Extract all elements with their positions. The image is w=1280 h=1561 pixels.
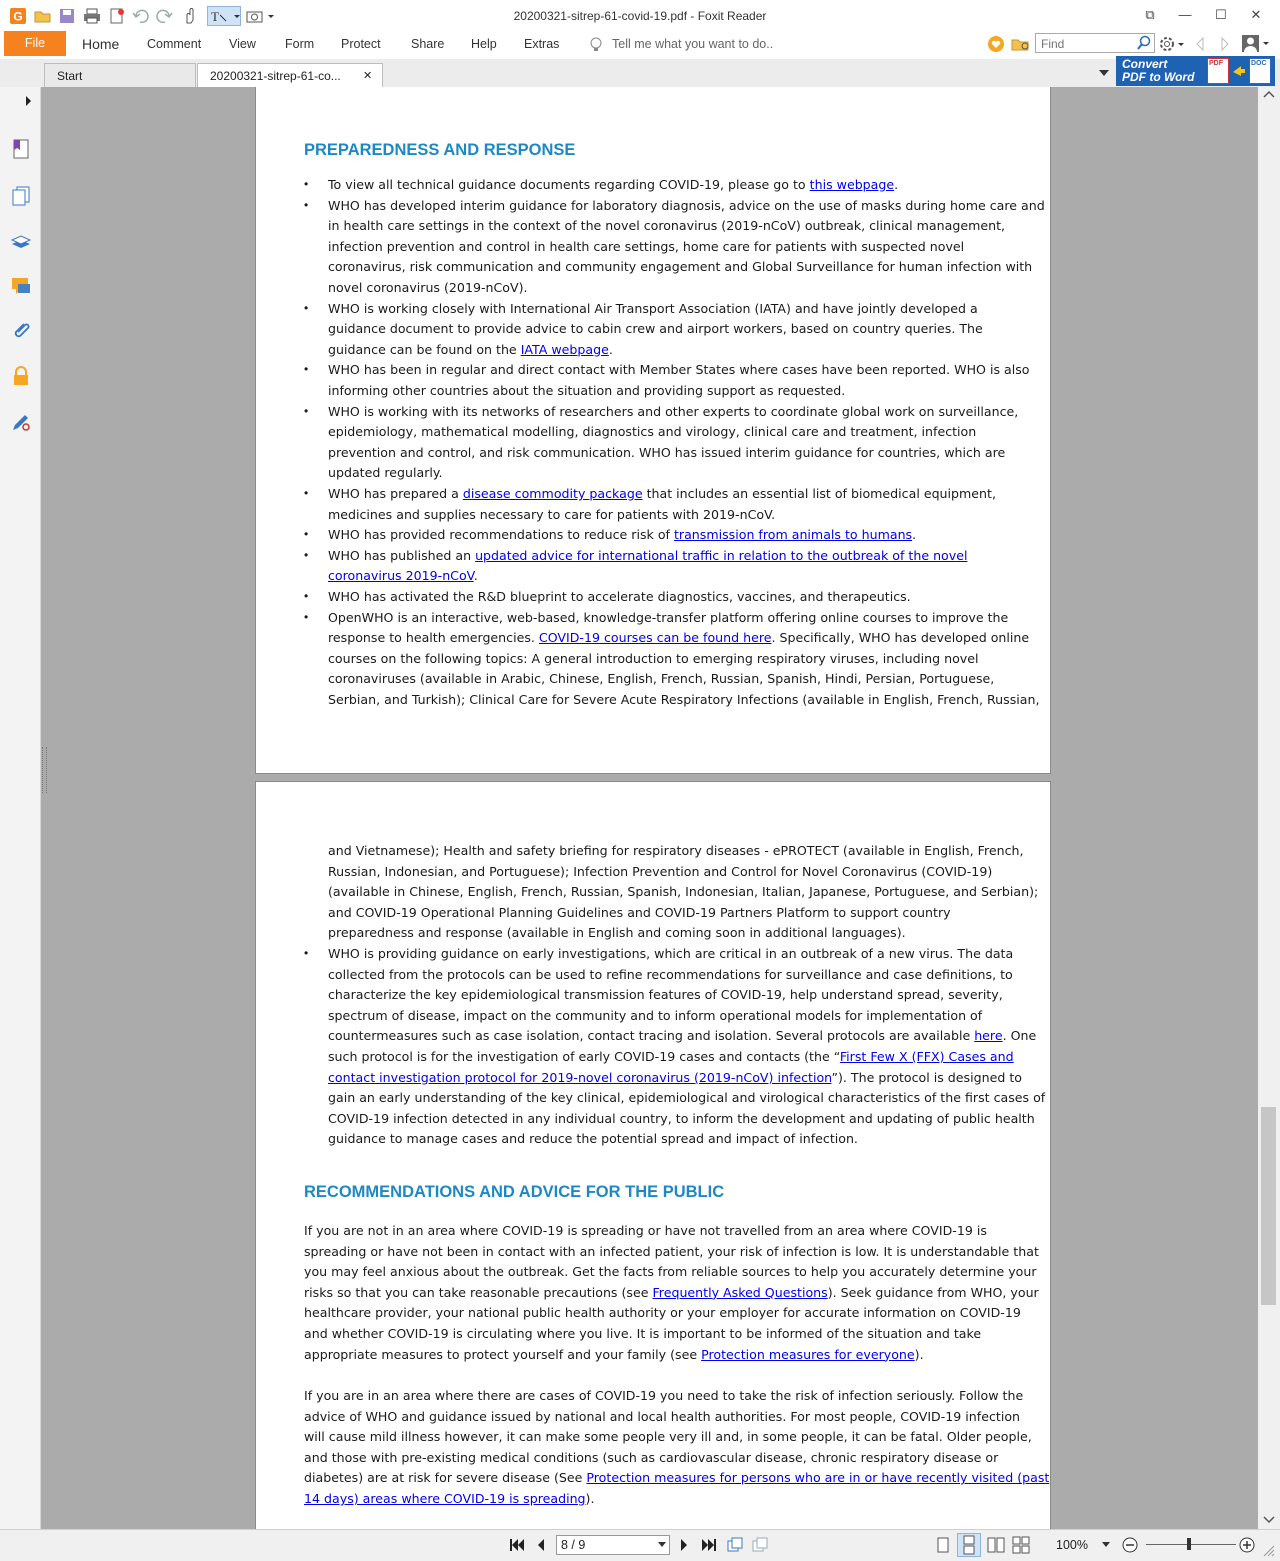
lightbulb-icon <box>589 37 603 53</box>
text-run: risks so that you can take reasonable precautions (see <box>304 1284 653 1300</box>
text-run: spreading or have not been in contact with an infected patient, your risk of infection is low. It is understandable that <box>304 1243 1039 1259</box>
text-run: guidance can be found on the <box>328 341 521 357</box>
bookmark-page-icon[interactable] <box>10 138 32 160</box>
text-run: WHO has activated the R&D blueprint to accelerate diagnostics, vaccines, and therapeutics. <box>328 589 911 604</box>
text-run: WHO has provided recommendations to reduce risk of <box>328 527 674 543</box>
menu-help[interactable]: Help <box>471 37 497 51</box>
next-page-icon[interactable] <box>678 1538 690 1552</box>
zoom-out-icon[interactable] <box>1121 1536 1139 1554</box>
text-line <box>328 237 964 258</box>
text-line <box>328 1068 1022 1089</box>
text-run: such protocol is for the investigation of early COVID-19 cases and contacts (the “ <box>328 1049 840 1064</box>
text-line <box>304 1345 924 1366</box>
text-run: and those with pre-existing medical conditions (such as cardiovascular disease, chronic respiratory disease or <box>304 1449 999 1465</box>
tab-close-icon[interactable]: ✕ <box>363 70 373 82</box>
text-run: that includes an essential list of biomedical equipment, <box>642 486 996 501</box>
text-line <box>328 1129 858 1150</box>
hyperlink[interactable]: 14 days) areas where COVID-19 is spreading <box>304 1491 586 1506</box>
text-line <box>328 587 911 608</box>
text-run: ). <box>914 1346 924 1362</box>
heart-icon[interactable] <box>987 35 1005 53</box>
text-line <box>328 402 1018 423</box>
undo-icon[interactable] <box>132 7 150 25</box>
list-bullet: • <box>304 403 309 418</box>
text-line <box>328 422 976 443</box>
text-line <box>304 1489 594 1510</box>
new-document-icon[interactable] <box>108 7 126 25</box>
text-line <box>304 1242 1039 1263</box>
zoom-in-icon[interactable] <box>1238 1536 1256 1554</box>
scroll-down-icon[interactable] <box>1263 1515 1275 1525</box>
svg-text:T: T <box>211 9 219 24</box>
search-icon[interactable] <box>1136 35 1152 51</box>
menu-protect[interactable]: Protect <box>341 37 381 51</box>
scroll-up-icon[interactable] <box>1263 89 1275 99</box>
menu-extras[interactable]: Extras <box>524 37 560 51</box>
continuous-facing-view-icon[interactable] <box>1012 1536 1030 1554</box>
text-line <box>328 546 967 567</box>
text-line <box>304 1221 987 1242</box>
tab-list-dropdown-icon[interactable] <box>1098 68 1110 78</box>
convert-arrow-icon <box>1232 64 1246 76</box>
close-button[interactable]: ✕ <box>1250 7 1262 22</box>
text-run: will cause mild illness however, it can make some people very ill and, in some people, it can be fatal. Older people, <box>304 1429 1032 1445</box>
hyperlink[interactable]: COVID-19 courses can be found here <box>538 630 772 646</box>
title-bar <box>0 0 1280 31</box>
hyperlink[interactable]: contact investigation protocol for 2019-novel coronavirus (2019-nCoV) infection <box>328 1069 832 1085</box>
text-run: To view all technical guidance documents regarding COVID-19, please go to <box>328 177 810 192</box>
redo-icon[interactable] <box>155 7 173 25</box>
text-run: and whether COVID-19 is circulating where you live. It is important to be informed of the situation and take <box>304 1326 982 1341</box>
text-run: novel coronavirus (2019-nCoV). <box>328 280 528 295</box>
text-run: advice of WHO and guidance issued by national and local health authorities. For most people, COVID-19 infection <box>304 1408 1021 1424</box>
text-line <box>328 882 1038 903</box>
text-line <box>304 1448 998 1469</box>
text-line <box>328 965 1013 986</box>
text-run: preparedness and response (available in English and coming soon in additional languages). <box>328 925 906 941</box>
pdf-file-label: PDF <box>1209 60 1223 67</box>
text-run: If you are not in an area where COVID-19 is spreading or have not travelled from an area where COVID-19 is <box>304 1223 987 1238</box>
text-run: ). <box>585 1491 595 1506</box>
text-line <box>328 505 775 526</box>
pdf-file-icon <box>1207 58 1229 84</box>
text-line <box>328 1047 1014 1068</box>
hyperlink[interactable]: Protection measures for everyone <box>701 1346 915 1362</box>
restore-ribbon-button[interactable]: ⧉ <box>1145 7 1155 22</box>
section-heading-recommendations: RECOMMENDATIONS AND ADVICE FOR THE PUBLIC <box>304 1183 725 1201</box>
text-run: guidance document to provide advice to cabin crew and airport workers, based on country queries. The <box>328 321 983 337</box>
text-run: WHO has developed interim guidance for laboratory diagnosis, advice on the use of masks during home care and <box>328 197 1045 213</box>
page-select-dropdown-icon[interactable] <box>658 1542 666 1548</box>
text-run: and COVID-19 Operational Planning Guidelines and COVID-19 Partners Platform to support country <box>328 904 951 920</box>
snapshot-icon[interactable] <box>246 7 264 25</box>
find-input[interactable] <box>1039 35 1139 53</box>
text-run: . <box>608 341 613 357</box>
ribbon-menu-bar <box>0 31 1280 59</box>
list-bullet: • <box>304 527 309 542</box>
expand-panel-icon[interactable] <box>25 95 33 107</box>
text-line <box>328 484 996 505</box>
first-page-icon[interactable] <box>509 1538 525 1552</box>
status-bar <box>0 1529 1280 1561</box>
text-line <box>328 669 994 690</box>
tab-document[interactable] <box>197 63 383 88</box>
zoom-dropdown-icon[interactable] <box>1102 1542 1110 1548</box>
continuous-view-icon[interactable] <box>957 1533 981 1557</box>
text-run: appropriate measures to protect yourself and your family (see <box>304 1346 702 1362</box>
menu-share[interactable]: Share <box>411 37 445 51</box>
text-run: . One <box>1002 1028 1037 1044</box>
text-run: gain an early understanding of the key clinical, epidemiological and virological characteristics of the first cases of <box>328 1090 1046 1106</box>
text-line <box>328 525 916 546</box>
text-line <box>328 566 478 587</box>
text-line <box>328 903 951 924</box>
hand-tool-icon[interactable] <box>181 7 199 25</box>
page-number-select[interactable] <box>556 1535 670 1555</box>
navigation-panel <box>0 87 41 1529</box>
window-title: 20200321-sitrep-61-covid-19.pdf - Foxit Reader <box>513 9 767 23</box>
text-run: If you are in an area where there are cases of COVID-19 you need to take the risk of infection seriously. Follow the <box>304 1388 1024 1403</box>
text-run: coronaviruses (available in Arabic, Chinese, English, French, Russian, Spanish, Hindi, Persian, Portuguese, <box>328 671 995 687</box>
next-view-icon[interactable] <box>751 1536 769 1554</box>
page-thumbnails-icon[interactable] <box>10 185 32 207</box>
text-line <box>328 690 1039 711</box>
comments-icon[interactable] <box>10 275 32 297</box>
text-line <box>304 1386 1023 1407</box>
menu-home[interactable]: Home <box>82 36 120 52</box>
text-run: in health care settings in the context of the novel coronavirus (2019-nCoV) outbreak, clinical management, <box>328 218 1006 234</box>
text-run: you may feel anxious about the outbreak. Get the facts from reliable sources to help you accurately determine your <box>304 1264 1037 1280</box>
user-account-icon[interactable] <box>1241 34 1271 54</box>
hyperlink[interactable]: Frequently Asked Questions <box>652 1284 828 1300</box>
text-run: response to health emergencies. <box>328 630 539 646</box>
text-run: diabetes) are at risk for severe disease (See <box>304 1470 587 1486</box>
scroll-thumb[interactable] <box>1261 1107 1276 1305</box>
tab-start[interactable] <box>44 63 196 87</box>
layers-icon[interactable] <box>10 230 32 252</box>
text-run: spectrum of disease, impact on the community and to inform operational models for implementation of <box>328 1007 983 1023</box>
convert-pdf-to-word-banner[interactable] <box>1116 56 1275 86</box>
list-bullet: • <box>304 547 309 562</box>
text-line <box>328 340 613 361</box>
hyperlink[interactable]: transmission from animals to humans <box>673 527 913 543</box>
find-field[interactable] <box>1035 33 1155 53</box>
text-run: WHO is working with its networks of researchers and other experts to coordinate global work on surveillance, <box>328 403 1019 419</box>
section-heading-preparedness: PREPAREDNESS AND RESPONSE <box>304 141 576 159</box>
text-line <box>304 1468 1049 1489</box>
text-run: epidemiology, mathematical modelling, diagnostics and virology, clinical care and treatment, infection <box>328 424 977 440</box>
last-page-icon[interactable] <box>701 1538 717 1552</box>
settings-gear-icon[interactable] <box>1159 35 1185 53</box>
tell-me-search[interactable]: Tell me what you want to do.. <box>612 37 774 51</box>
next-arrow-icon[interactable] <box>1218 35 1232 53</box>
text-run: ”). The protocol is designed to <box>831 1069 1022 1085</box>
text-run: WHO has been in regular and direct contact with Member States where cases have been reported. WHO is also <box>328 362 1030 378</box>
text-line <box>328 278 528 299</box>
text-line <box>328 381 845 402</box>
menu-comment[interactable]: Comment <box>147 37 202 51</box>
text-run: prevention and control, and risk communication. WHO has issued interim guidance for countries, which are <box>328 444 1006 460</box>
list-bullet: • <box>304 946 309 960</box>
text-run: and Vietnamese); Health and safety briefing for respiratory diseases - ePROTECT (available in English, French, <box>328 843 1024 858</box>
hyperlink[interactable]: here <box>974 1028 1003 1044</box>
zoom-slider-thumb[interactable] <box>1187 1538 1191 1550</box>
pdf-page-9 <box>255 781 1051 1529</box>
text-line <box>328 985 1003 1006</box>
foxit-logo-icon <box>9 7 27 25</box>
text-line <box>328 1026 1036 1047</box>
text-run: WHO is working closely with International Air Transport Association (IATA) and have jointly developed a <box>328 300 978 316</box>
list-bullet: • <box>304 589 309 603</box>
find-folder-icon[interactable] <box>1011 35 1031 53</box>
text-run: countermeasures such as case isolation, contact tracing and isolation. Several protocols are available <box>328 1028 975 1044</box>
text-line <box>328 196 1045 217</box>
tab-document-label: 20200321-sitrep-61-co... <box>210 69 341 83</box>
text-run: OpenWHO is an interactive, web-based, knowledge-transfer platform offering online courses to improve the <box>328 609 1009 625</box>
minimize-button[interactable]: — <box>1178 7 1192 22</box>
text-run: guidance to manage cases and reduce the potential spread and impact of infection. <box>328 1131 858 1147</box>
zoom-level[interactable]: 100% <box>1056 1538 1088 1552</box>
hyperlink[interactable]: First Few X (FFX) Cases and <box>839 1049 1014 1064</box>
text-run: (available in Chinese, English, French, Russian, Spanish, Indonesian, Italian, Japanese, Portuguese, and Serbian); <box>328 884 1039 900</box>
vertical-scrollbar[interactable] <box>1258 87 1280 1529</box>
convert-line2: PDF to Word <box>1122 70 1195 84</box>
text-line <box>328 1006 982 1027</box>
maximize-button[interactable]: ☐ <box>1215 7 1227 22</box>
text-line <box>328 216 1005 237</box>
zoom-slider-track[interactable] <box>1146 1544 1236 1545</box>
text-run: . <box>473 568 478 584</box>
text-line <box>328 608 1008 629</box>
resize-grip-icon <box>1262 1544 1276 1558</box>
text-line <box>304 1283 1039 1304</box>
convert-line1: Convert <box>1122 57 1168 71</box>
tab-start-label: Start <box>57 69 83 83</box>
text-run: coronavirus, risk communication and community engagement and Global Surveillance for human infection with <box>328 259 1033 275</box>
text-run: . <box>912 527 917 543</box>
list-bullet: • <box>304 300 309 315</box>
single-page-view-icon[interactable] <box>935 1536 951 1554</box>
text-line <box>304 1324 981 1345</box>
hyperlink[interactable]: updated advice for international traffic in relation to the outbreak of the novel <box>475 547 968 563</box>
hyperlink[interactable]: IATA webpage <box>520 341 609 357</box>
document-canvas[interactable] <box>41 87 1258 1529</box>
text-line <box>304 1303 1021 1324</box>
list-bullet: • <box>304 177 309 191</box>
attachments-paperclip-icon[interactable] <box>10 320 32 342</box>
print-icon[interactable] <box>83 7 101 25</box>
hyperlink[interactable]: disease commodity package <box>462 486 643 501</box>
hyperlink[interactable]: Protection measures for persons who are in or have recently visited (past <box>586 1470 1050 1486</box>
save-icon[interactable] <box>58 7 76 25</box>
text-line <box>328 257 1032 278</box>
file-menu-tab[interactable]: File <box>4 31 66 56</box>
hyperlink[interactable]: coronavirus 2019-nCoV <box>328 568 474 584</box>
security-lock-icon[interactable] <box>10 365 32 387</box>
list-bullet: • <box>304 609 309 624</box>
text-run: infection prevention and control in health care settings, home care for patients with suspected novel <box>328 238 965 254</box>
pdf-page-8 <box>255 87 1051 774</box>
facing-view-icon[interactable] <box>987 1536 1005 1554</box>
signatures-pen-icon[interactable] <box>10 411 32 433</box>
text-line <box>328 944 1013 965</box>
text-run: WHO is providing guidance on early investigations, which are critical in an outbreak of a new virus. The data <box>328 946 1014 961</box>
text-run: collected from the protocols can be used to refine recommendations for surveillance and case definitions, to <box>328 966 1013 982</box>
text-run: WHO has published an <box>328 547 476 563</box>
text-line <box>328 299 978 320</box>
text-run: informing other countries about the situation and providing support as requested. <box>328 383 846 398</box>
previous-view-icon[interactable] <box>726 1536 744 1554</box>
text-line <box>328 1088 1045 1109</box>
doc-file-icon <box>1249 58 1271 84</box>
customize-toolbar-icon[interactable] <box>267 7 285 25</box>
text-run: . Specifically, WHO has developed online <box>771 630 1030 646</box>
text-line <box>304 1262 1037 1283</box>
text-line <box>328 862 992 883</box>
list-bullet: • <box>304 362 309 377</box>
open-folder-icon[interactable] <box>34 7 52 25</box>
text-line <box>304 1407 1020 1428</box>
page-number-value: 8 / 9 <box>561 1538 586 1552</box>
text-line <box>328 319 983 340</box>
svg-text:G: G <box>13 9 23 24</box>
text-run: characterize the key epidemiological transmission features of COVID-19, help understand spread, severity, <box>328 987 1003 1003</box>
menu-view[interactable]: View <box>229 37 256 51</box>
text-run: . <box>894 177 899 192</box>
text-run: courses on the following topics: A general introduction to emerging respiratory viruses, including novel <box>328 650 979 666</box>
list-bullet: • <box>304 486 309 500</box>
text-line <box>328 175 898 196</box>
text-line <box>328 360 1030 381</box>
text-line <box>304 1427 1032 1448</box>
text-run: Russian, Indonesian, and Portuguese); Infection Prevention and Control for Novel Coronavirus (COVID-19) <box>328 863 993 879</box>
previous-arrow-icon[interactable] <box>1193 35 1207 53</box>
text-line <box>328 443 1005 464</box>
text-run: WHO has prepared a <box>328 486 463 501</box>
panel-resize-grip[interactable] <box>42 747 47 793</box>
hyperlink[interactable]: this webpage <box>809 177 895 192</box>
text-run: updated regularly. <box>328 465 443 481</box>
text-line <box>328 841 1024 862</box>
text-line <box>328 1109 1035 1130</box>
text-run: COVID-19 infection detected in any individual country, to inform the development and updating of public health <box>328 1110 1035 1126</box>
previous-page-icon[interactable] <box>535 1538 547 1552</box>
list-bullet: • <box>304 197 309 212</box>
text-line <box>328 628 1029 649</box>
menu-form[interactable]: Form <box>285 37 315 51</box>
doc-file-label: DOC <box>1251 60 1267 67</box>
text-run: ). Seek guidance from WHO, your <box>827 1284 1039 1300</box>
text-run: healthcare provider, your national public health authority or your employer for accurate information on COVID-19 <box>304 1305 1021 1321</box>
text-run: Serbian, and Turkish); Clinical Care for Severe Acute Respiratory Infections (available in English, French, Russian, <box>328 692 1040 707</box>
text-line <box>328 649 979 670</box>
text-run: medicines and supplies necessary to care for patients with 2019-nCoV. <box>328 506 776 522</box>
text-line <box>328 923 906 944</box>
text-line <box>328 463 443 484</box>
select-text-tool-icon[interactable] <box>207 6 241 26</box>
